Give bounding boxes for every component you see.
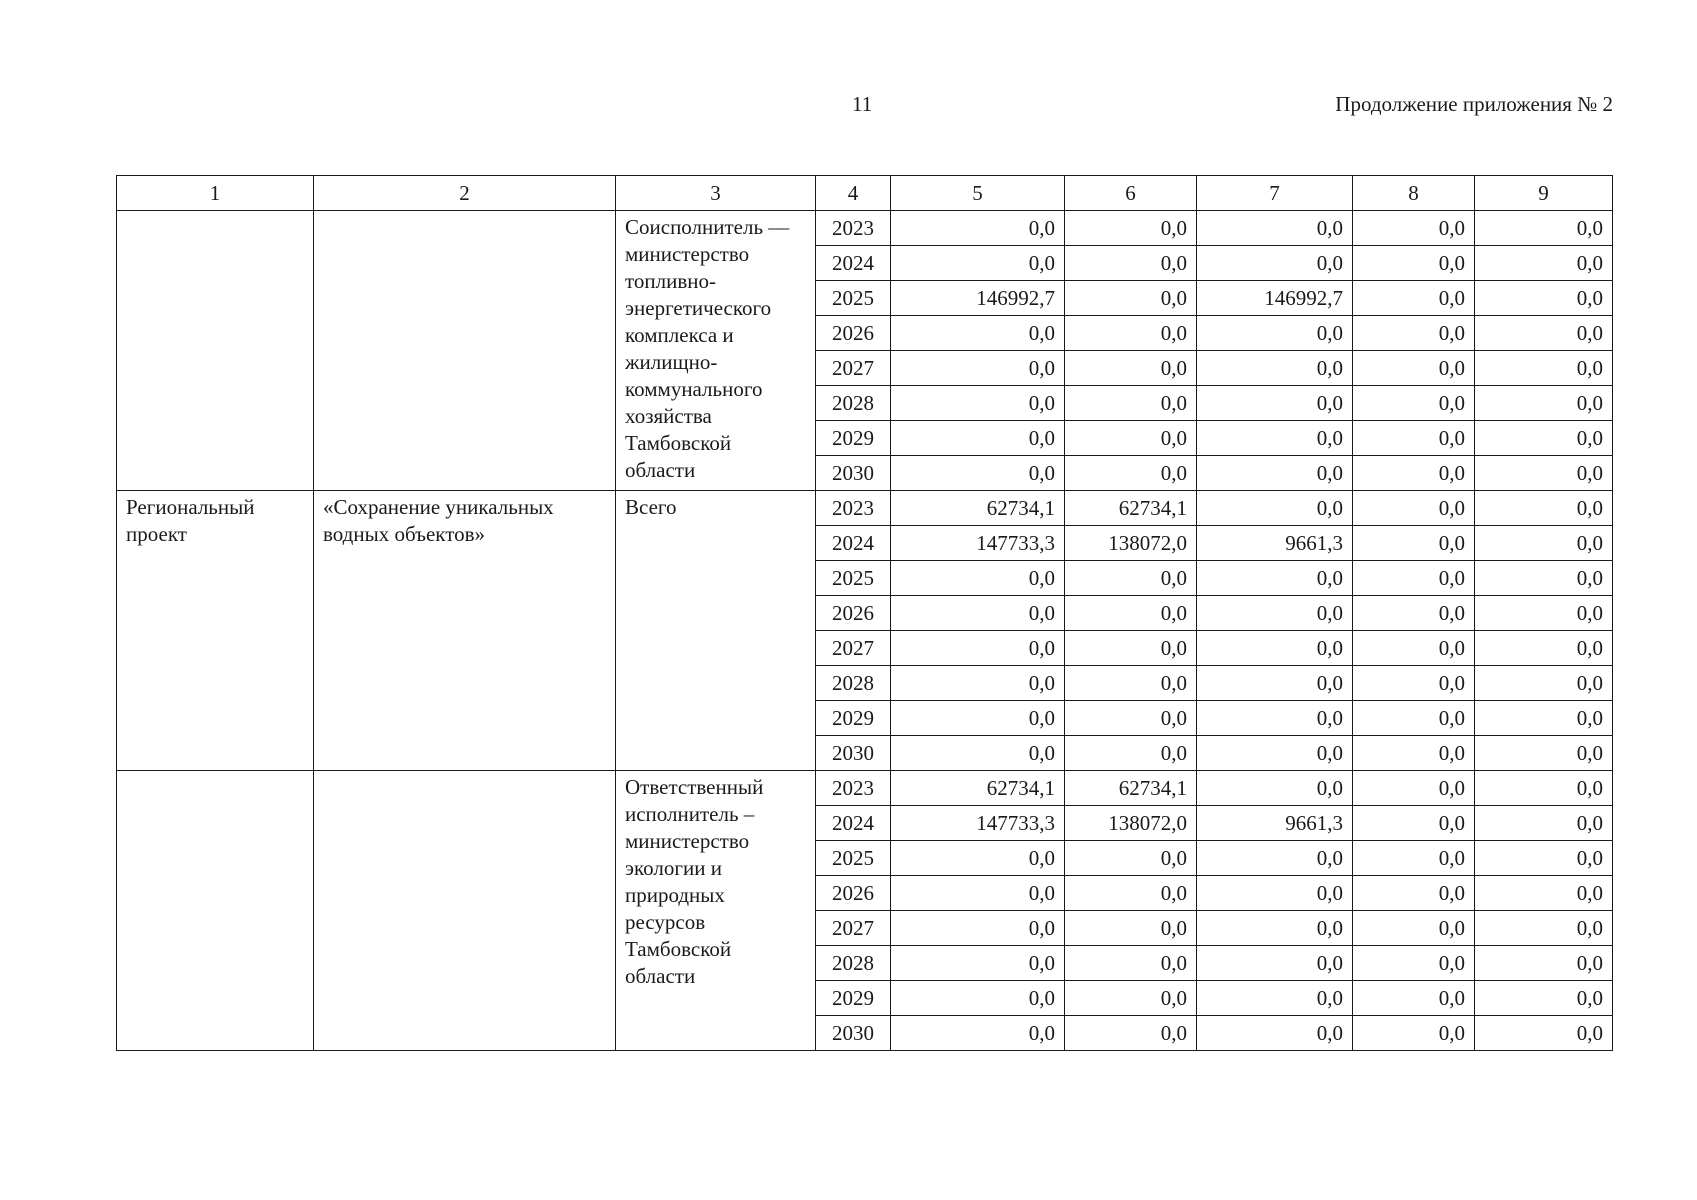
value-cell-col8: 0,0 [1353, 561, 1475, 596]
value-cell-col9: 0,0 [1475, 736, 1613, 771]
value-cell-col8: 0,0 [1353, 351, 1475, 386]
value-cell-col5: 0,0 [891, 211, 1065, 246]
value-cell-col8: 0,0 [1353, 526, 1475, 561]
column-header-7: 7 [1197, 176, 1353, 211]
value-cell-col5: 0,0 [891, 841, 1065, 876]
value-cell-col7: 0,0 [1197, 946, 1353, 981]
year-cell: 2030 [816, 1016, 891, 1051]
value-cell-col9: 0,0 [1475, 981, 1613, 1016]
value-cell-col6: 0,0 [1065, 211, 1197, 246]
year-cell: 2029 [816, 421, 891, 456]
value-cell-col9: 0,0 [1475, 246, 1613, 281]
value-cell-col8: 0,0 [1353, 946, 1475, 981]
value-cell-col7: 9661,3 [1197, 806, 1353, 841]
value-cell-col9: 0,0 [1475, 1016, 1613, 1051]
value-cell-col7: 0,0 [1197, 666, 1353, 701]
value-cell-col6: 0,0 [1065, 631, 1197, 666]
value-cell-col5: 0,0 [891, 316, 1065, 351]
value-cell-col6: 0,0 [1065, 736, 1197, 771]
value-cell-col9: 0,0 [1475, 316, 1613, 351]
value-cell-col5: 62734,1 [891, 491, 1065, 526]
value-cell-col7: 0,0 [1197, 456, 1353, 491]
value-cell-col5: 0,0 [891, 386, 1065, 421]
year-cell: 2028 [816, 666, 891, 701]
value-cell-col6: 0,0 [1065, 561, 1197, 596]
value-cell-col9: 0,0 [1475, 841, 1613, 876]
year-cell: 2030 [816, 456, 891, 491]
year-cell: 2025 [816, 281, 891, 316]
value-cell-col8: 0,0 [1353, 701, 1475, 736]
value-cell-col8: 0,0 [1353, 316, 1475, 351]
value-cell-col7: 0,0 [1197, 771, 1353, 806]
value-cell-col6: 0,0 [1065, 456, 1197, 491]
value-cell-col7: 0,0 [1197, 561, 1353, 596]
value-cell-col8: 0,0 [1353, 631, 1475, 666]
year-cell: 2026 [816, 596, 891, 631]
value-cell-col7: 0,0 [1197, 876, 1353, 911]
value-cell-col9: 0,0 [1475, 806, 1613, 841]
executor-cell: Ответственный исполнитель – министерство экологии и природных ресурсов Тамбовской области [616, 771, 816, 1051]
value-cell-col9: 0,0 [1475, 771, 1613, 806]
program-type-cell [117, 771, 314, 1051]
value-cell-col6: 0,0 [1065, 701, 1197, 736]
column-header-5: 5 [891, 176, 1065, 211]
value-cell-col6: 0,0 [1065, 666, 1197, 701]
header-row [117, 176, 1613, 211]
value-cell-col8: 0,0 [1353, 421, 1475, 456]
executor-cell: Всего [616, 491, 816, 771]
table-row [117, 491, 1613, 526]
value-cell-col7: 0,0 [1197, 491, 1353, 526]
page-number: 11 [852, 92, 873, 116]
year-cell: 2026 [816, 876, 891, 911]
year-cell: 2030 [816, 736, 891, 771]
value-cell-col6: 0,0 [1065, 281, 1197, 316]
value-cell-col5: 0,0 [891, 421, 1065, 456]
value-cell-col8: 0,0 [1353, 911, 1475, 946]
value-cell-col9: 0,0 [1475, 631, 1613, 666]
value-cell-col9: 0,0 [1475, 666, 1613, 701]
year-cell: 2023 [816, 491, 891, 526]
year-cell: 2027 [816, 911, 891, 946]
year-cell: 2023 [816, 771, 891, 806]
value-cell-col7: 0,0 [1197, 386, 1353, 421]
year-cell: 2025 [816, 841, 891, 876]
value-cell-col6: 0,0 [1065, 981, 1197, 1016]
value-cell-col9: 0,0 [1475, 701, 1613, 736]
value-cell-col9: 0,0 [1475, 211, 1613, 246]
program-type-cell [117, 211, 314, 491]
value-cell-col5: 0,0 [891, 596, 1065, 631]
continuation-title: Продолжение приложения № 2 [1335, 92, 1613, 116]
year-cell: 2027 [816, 631, 891, 666]
year-cell: 2024 [816, 246, 891, 281]
year-cell: 2028 [816, 386, 891, 421]
value-cell-col6: 0,0 [1065, 596, 1197, 631]
value-cell-col6: 62734,1 [1065, 491, 1197, 526]
value-cell-col9: 0,0 [1475, 386, 1613, 421]
value-cell-col7: 0,0 [1197, 1016, 1353, 1051]
value-cell-col9: 0,0 [1475, 596, 1613, 631]
value-cell-col9: 0,0 [1475, 281, 1613, 316]
year-cell: 2025 [816, 561, 891, 596]
value-cell-col6: 138072,0 [1065, 526, 1197, 561]
value-cell-col5: 0,0 [891, 981, 1065, 1016]
column-header-4: 4 [816, 176, 891, 211]
value-cell-col7: 0,0 [1197, 841, 1353, 876]
value-cell-col9: 0,0 [1475, 946, 1613, 981]
value-cell-col5: 0,0 [891, 666, 1065, 701]
value-cell-col8: 0,0 [1353, 281, 1475, 316]
value-cell-col6: 0,0 [1065, 946, 1197, 981]
table-row [117, 771, 1613, 806]
value-cell-col5: 0,0 [891, 876, 1065, 911]
value-cell-col7: 0,0 [1197, 981, 1353, 1016]
program-name-cell [314, 771, 616, 1051]
year-cell: 2024 [816, 806, 891, 841]
value-cell-col7: 0,0 [1197, 701, 1353, 736]
value-cell-col6: 0,0 [1065, 876, 1197, 911]
value-cell-col5: 0,0 [891, 736, 1065, 771]
value-cell-col5: 0,0 [891, 946, 1065, 981]
value-cell-col6: 0,0 [1065, 841, 1197, 876]
year-cell: 2029 [816, 981, 891, 1016]
value-cell-col9: 0,0 [1475, 876, 1613, 911]
value-cell-col5: 147733,3 [891, 526, 1065, 561]
value-cell-col7: 0,0 [1197, 246, 1353, 281]
value-cell-col9: 0,0 [1475, 491, 1613, 526]
column-header-8: 8 [1353, 176, 1475, 211]
value-cell-col9: 0,0 [1475, 421, 1613, 456]
value-cell-col7: 0,0 [1197, 421, 1353, 456]
value-cell-col8: 0,0 [1353, 806, 1475, 841]
value-cell-col5: 0,0 [891, 561, 1065, 596]
column-header-1: 1 [117, 176, 314, 211]
value-cell-col7: 146992,7 [1197, 281, 1353, 316]
value-cell-col8: 0,0 [1353, 456, 1475, 491]
column-header-3: 3 [616, 176, 816, 211]
value-cell-col5: 0,0 [891, 456, 1065, 491]
value-cell-col8: 0,0 [1353, 841, 1475, 876]
year-cell: 2024 [816, 526, 891, 561]
value-cell-col7: 9661,3 [1197, 526, 1353, 561]
year-cell: 2028 [816, 946, 891, 981]
value-cell-col8: 0,0 [1353, 771, 1475, 806]
table-row [117, 211, 1613, 246]
budget-table [116, 175, 1613, 1051]
year-cell: 2027 [816, 351, 891, 386]
value-cell-col6: 0,0 [1065, 911, 1197, 946]
value-cell-col6: 0,0 [1065, 421, 1197, 456]
value-cell-col5: 147733,3 [891, 806, 1065, 841]
program-name-cell: «Сохранение уникальных водных объектов» [314, 491, 616, 771]
value-cell-col7: 0,0 [1197, 351, 1353, 386]
value-cell-col5: 0,0 [891, 1016, 1065, 1051]
value-cell-col5: 146992,7 [891, 281, 1065, 316]
column-header-2: 2 [314, 176, 616, 211]
value-cell-col6: 0,0 [1065, 246, 1197, 281]
column-header-9: 9 [1475, 176, 1613, 211]
value-cell-col7: 0,0 [1197, 596, 1353, 631]
value-cell-col6: 138072,0 [1065, 806, 1197, 841]
year-cell: 2023 [816, 211, 891, 246]
value-cell-col6: 62734,1 [1065, 771, 1197, 806]
value-cell-col9: 0,0 [1475, 911, 1613, 946]
value-cell-col5: 0,0 [891, 911, 1065, 946]
value-cell-col7: 0,0 [1197, 736, 1353, 771]
value-cell-col8: 0,0 [1353, 386, 1475, 421]
value-cell-col7: 0,0 [1197, 211, 1353, 246]
value-cell-col5: 0,0 [891, 631, 1065, 666]
value-cell-col7: 0,0 [1197, 911, 1353, 946]
year-cell: 2026 [816, 316, 891, 351]
value-cell-col8: 0,0 [1353, 666, 1475, 701]
value-cell-col7: 0,0 [1197, 631, 1353, 666]
value-cell-col8: 0,0 [1353, 876, 1475, 911]
value-cell-col8: 0,0 [1353, 981, 1475, 1016]
value-cell-col8: 0,0 [1353, 246, 1475, 281]
program-name-cell [314, 211, 616, 491]
year-cell: 2029 [816, 701, 891, 736]
value-cell-col5: 0,0 [891, 246, 1065, 281]
column-header-6: 6 [1065, 176, 1197, 211]
value-cell-col5: 62734,1 [891, 771, 1065, 806]
value-cell-col9: 0,0 [1475, 351, 1613, 386]
value-cell-col6: 0,0 [1065, 386, 1197, 421]
value-cell-col9: 0,0 [1475, 456, 1613, 491]
value-cell-col8: 0,0 [1353, 211, 1475, 246]
value-cell-col9: 0,0 [1475, 526, 1613, 561]
program-type-cell: Региональный проект [117, 491, 314, 771]
value-cell-col8: 0,0 [1353, 596, 1475, 631]
executor-cell: Соисполнитель — министерство топливно-энергетического комплекса и жилищно-коммунального хозяйства Тамбовской области [616, 211, 816, 491]
value-cell-col8: 0,0 [1353, 491, 1475, 526]
value-cell-col8: 0,0 [1353, 736, 1475, 771]
value-cell-col5: 0,0 [891, 701, 1065, 736]
value-cell-col9: 0,0 [1475, 561, 1613, 596]
value-cell-col6: 0,0 [1065, 1016, 1197, 1051]
value-cell-col7: 0,0 [1197, 316, 1353, 351]
value-cell-col8: 0,0 [1353, 1016, 1475, 1051]
value-cell-col5: 0,0 [891, 351, 1065, 386]
value-cell-col6: 0,0 [1065, 351, 1197, 386]
value-cell-col6: 0,0 [1065, 316, 1197, 351]
